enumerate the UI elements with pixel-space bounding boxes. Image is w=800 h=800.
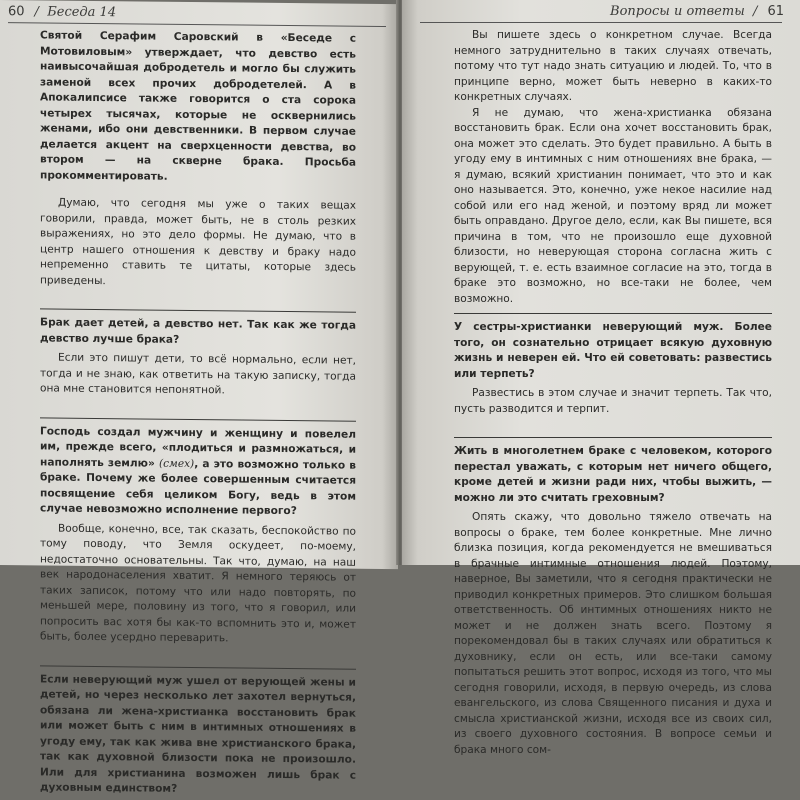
answer-restore-marriage: Я не думаю, что жена-христианка обязана восстановить брак. Если она хочет восстановить брак, она может это сделать. Это будет правильно. А быть в угоду ему в интимных с ним отношениях вне брака, — я думаю, всякий христианин понимает, что это и как оно называется. Это, конечно, уже некое насилие над собой или его над женой, и поэтому вряд ли может быть оправдано. Другое дело, если, как Вы пишете, вся причина в том, что не произошло еще духовной близости, но неверующая сторона согласна жить с верующей, т. е. есть взаимное согласие на это, тогда в браке это возможно, но все-таки не более, чем возможно. [454,106,772,305]
question-multiply [40,424,356,520]
question-block [454,313,772,382]
answer-concrete: Вы пишете здесь о конкретном случае. Всегда немного затруднительно в таких случаях отвечать, потому что тут надо знать ситуацию и людей. То, что в принципе верно, может быть неверно в каких-то конкретных случаях. [454,29,772,103]
question-children: Брак дает детей, а девство нет. Так как же тогда девство лучше брака? [40,316,356,346]
answer-seraphim: Думаю, что сегодня мы уже о таких вещах говорили, правда, может быть, не в столь резких выражениях, но это дело формы. Не думаю, что в центр нашего отношения к девству и браку надо непременно ставить те цитаты, которые здесь приведены. [40,196,356,287]
left-page [0,0,398,795]
answer-children: Если это пишут дети, то всё нормально, если нет, тогда и не знаю, как ответить на такую записку, тогда она мне становится непонятной. [40,351,356,397]
question-block [40,417,356,520]
left-running-head: Беседа 14 [47,4,117,21]
laughter-note: (смех) [158,457,195,470]
right-header-rule [420,22,782,23]
question-block [454,437,772,506]
right-page-number: 61 [767,4,784,19]
left-page-number: 60 [8,4,25,20]
answer-multiply: Вообще, конечно, все, так сказать, беспокойство по тому поводу, что Земля оскудеет, по-моему, недостаточно основательны. Так что, думаю, на наш век народонаселения хватит. Я немного теряюсь от таких записок, потому что или надо повторять, по меньшей мере, половину из того, что я говорил, или попросить вас хотя бы как-то вспомнить это и, может быть, более усердно переварить. [40,522,356,645]
question-seraphim: Святой Серафим Саровский в «Беседе с Мотовиловым» утверждает, что девство есть наивысочайшая добродетель и могло бы служить заменой всех прочих добродетелей. А в Апокалипсисе также говорится о ста сорока четырех тысячах, которые не осквернились женами, ибо они девственники. В первом случае делается акцент на сверхценности девства, во втором — на скверне брака. Просьба прокомментировать. [40,29,356,183]
right-page-text [454,28,772,758]
question-multiply-part1: Господь создал мужчину и женщину и повелел им, прежде всего, «плодиться и размножаться, и наполнять землю» [40,424,356,470]
left-running-header: 60 / Беседа 14 [8,4,117,21]
question-block [40,308,356,349]
answer-sister: Развестись в этом случае и значит терпеть. Так что, пусть разводится и терпит. [454,387,772,415]
right-running-header: Вопросы и ответы / 61 [610,4,784,19]
left-page-text [40,28,356,799]
right-running-head: Вопросы и ответы [610,4,745,19]
answer-long-marriage: Опять скажу, что довольно тяжело отвечать на вопросы о браке, тем более конкретные. Мне лично близка позиция, когда рекомендуется не вмешиваться в брачные интимные отношения людей. Поэтому, наверное, Вы заметили, что я сегодня практически не приводил конкретных примеров. Это слишком большая ответственность. Об интимных отношениях никто не может и не должен знать всего. Поэтому я порекомендовал бы в таких случаях или обратиться к духовнику, если он есть, или все-таки самому попытаться решить этот вопрос, исходя из того, что мы сегодня говорили, исходя, в первую очередь, из слова евангельского, из слова Священного писания и духа и смысла христианской жизни, исходя все из своих сил, из своего духовного состояния. В вопросе семьи и брака много сом- [454,511,772,756]
right-page [402,0,800,756]
question-multiply-part2: , а это возможно только в браке. Почему же более совершенным считается посвящение себя целиком Богу, ведь в этом случае невозможно исполнение первого? [40,457,356,518]
question-husband: Если неверующий муж ушел от верующей жены и детей, но через несколько лет захотел вернуться, обязана ли жена-христианка восстановить брак или может быть с ним в интимных отношениях в угоду ему, так как жива вне христианского брака, так как духовной близости пока не произошло. Или для христианина возможен лишь брак с духовным единством? [40,672,356,795]
question-sister: У сестры-христианки неверующий муж. Более того, он сознательно отрицает всякую духовную жизнь и неверен ей. Что ей советовать: развестись или терпеть? [454,321,772,380]
question-block [40,665,356,799]
question-long-marriage: Жить в многолетнем браке с человеком, которого перестал уважать, с которым нет ничего общего, кроме детей и жизни ради них, чтобы выжить, — можно ли это считать греховным? [454,445,772,504]
